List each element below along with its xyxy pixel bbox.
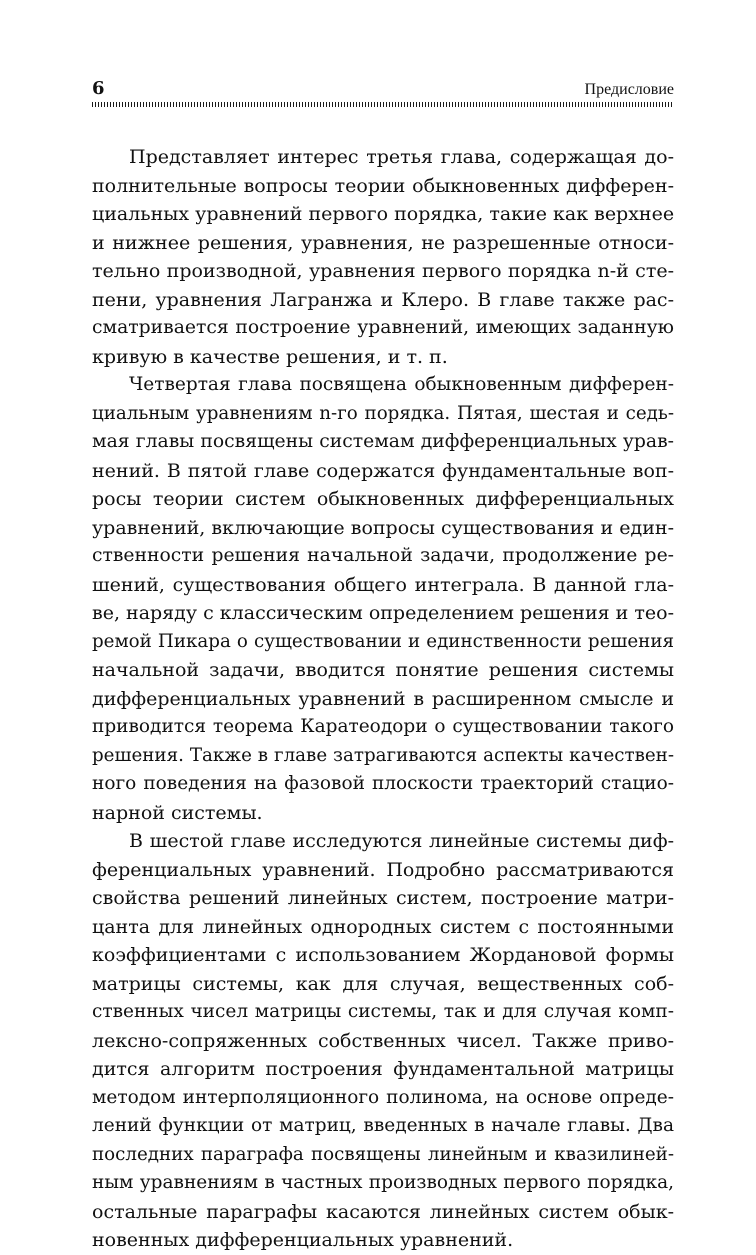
text-line: и нижнее решения, уравнения, не разрешенные относи- [92,231,674,254]
body-text [92,143,674,1255]
text-line: цанта для линейных однородных систем с постоянными [92,915,674,938]
text-line: методом интерполяционного полинома, на основе опреде- [92,1086,674,1108]
text-line: дится алгоритм построения фундаментальной матрицы [92,1058,674,1080]
text-line: ве, наряду с классическим определением решения и тео- [92,602,674,624]
text-line: шений, существования общего интеграла. В данной гла- [92,573,674,596]
text-line: последних параграфа посвящены линейным и квазилиней- [92,1143,674,1165]
text-line: ственности решения начальной задачи, продолжение ре- [92,545,674,566]
text-line: ного поведения на фазовой плоскости траекторий стацио- [92,773,674,794]
text-line: сматривается построение уравнений, имеющих заданную [92,317,674,338]
text-line: полнительные вопросы теории обыкновенных дифферен- [92,174,674,197]
text-line: Представляет интерес третья глава, содержащая до- [129,146,674,168]
text-line: приводится теорема Каратеодори о существовании такого [92,716,674,737]
text-line: мая главы посвящены системам дифференциальных урав- [92,431,674,452]
text-line: ремой Пикара о существовании и единственности решения [92,630,674,652]
text-line: лений функции от матриц, введенных в начале главы. Два [92,1115,674,1136]
running-title: Предисловие [584,81,674,98]
text-line: нений. В пятой главе содержатся фундаментальные воп- [92,459,674,482]
text-line: В шестой главе исследуются линейные системы диф- [129,830,674,852]
text-line: ственных чисел матрицы системы, так и для случая комп- [92,1001,674,1022]
text-line: новенных дифференциальных уравнений. [92,1229,514,1251]
text-line: остальные параграфы касаются линейных систем обык- [92,1200,674,1223]
text-line: уравнений, включающие вопросы существования и един- [92,516,674,539]
page-header [92,78,674,102]
text-line: ференциальных уравнений. Подробно рассматриваются [92,858,674,881]
page-number: 6 [92,78,105,99]
text-line: циальным уравнениям n-го порядка. Пятая, шестая и седь- [92,402,674,424]
text-line: кривую в качестве решения, и т. п. [92,345,448,368]
text-line: начальной задачи, вводится понятие решения системы [92,659,674,681]
text-line: Четвертая глава посвящена обыкновенным дифферен- [129,374,674,395]
text-line: ным уравнениям в частных производных первого порядка, [92,1172,674,1193]
text-line: матрицы системы, как для случая, вещественных соб- [92,972,674,995]
text-line: росы теории систем обыкновенных дифференциальных [92,488,674,510]
text-line: решения. Также в главе затрагиваются аспекты качествен- [92,744,674,766]
header-rule [92,102,674,107]
text-line: дифференциальных уравнений в расширенном смысле и [92,687,674,710]
text-line: коэффициентами с использованием Жордановой формы [92,944,674,966]
text-line: циальных уравнений первого порядка, такие как верхнее [92,203,675,225]
text-line: тельно производной, уравнения первого порядка n-й сте- [92,260,674,282]
text-line: нарной системы. [92,801,263,824]
text-line: пени, уравнения Лагранжа и Клеро. В главе также рас- [92,288,674,311]
text-line: лексно-сопряженных собственных чисел. Также приво- [92,1029,674,1052]
text-line: свойства решений линейных систем, построение матри- [92,887,674,909]
